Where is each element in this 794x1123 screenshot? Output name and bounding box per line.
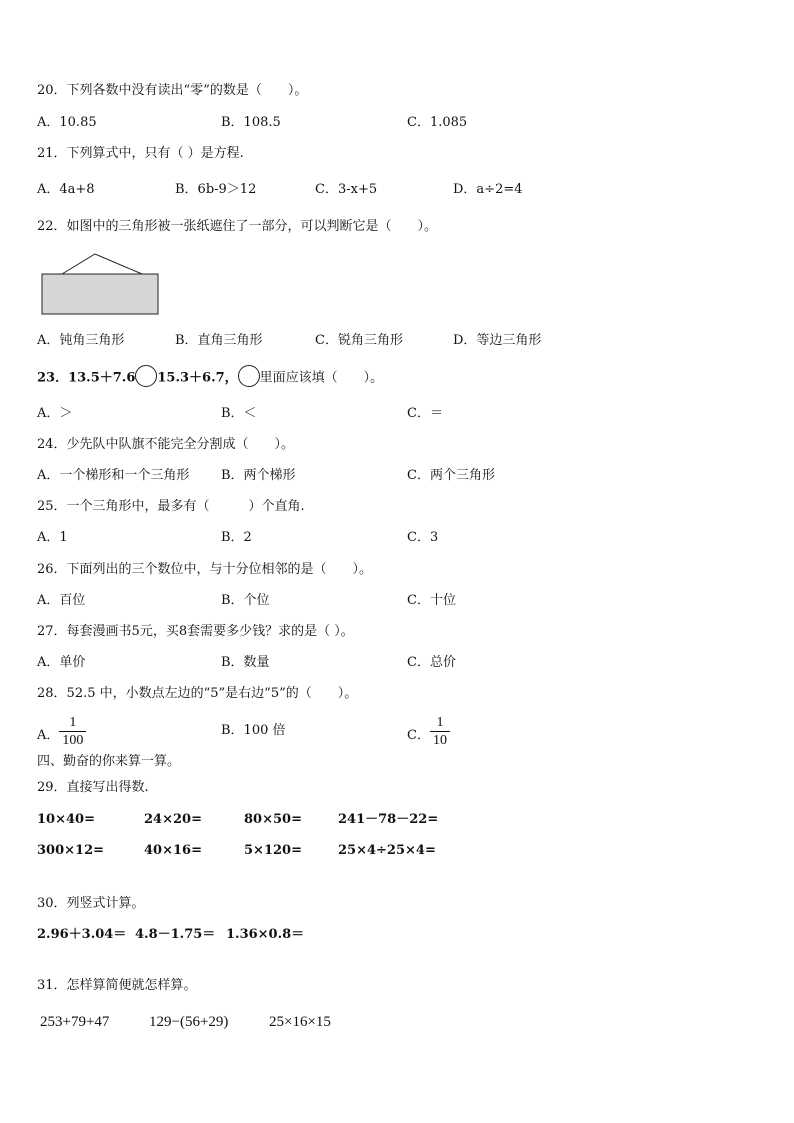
q29-stem: 29．直接写出得数. (37, 780, 149, 795)
q23-option-a: A．＞ (37, 406, 73, 421)
q21-option-b: B．6b-9＞12 (175, 182, 257, 197)
q24-option-b: B．两个梯形 (221, 468, 296, 483)
q30-item: 1.36×0.8＝ (226, 927, 305, 942)
fraction-numerator: 1 (436, 715, 444, 730)
q28-stem: 28．52.5 中，小数点左边的“5”是右边“5”的（ ）。 (37, 686, 358, 701)
q25-option-c: C．3 (407, 530, 439, 545)
covering-paper (42, 274, 158, 314)
q30-stem: 30．列竖式计算。 (37, 896, 145, 911)
q21-stem: 21．下列算式中，只有（ ）是方程. (37, 146, 244, 161)
q29-item: 10×40= (37, 812, 95, 827)
q28-option-c (407, 715, 450, 749)
q22-option-c: C．锐角三角形 (315, 333, 403, 348)
q29-item: 40×16= (144, 843, 202, 858)
q20-option-a: A．10.85 (37, 115, 97, 130)
q23-expression-right: 15.3＋6.7， (157, 370, 238, 386)
q28-option-c-label: C． (407, 728, 430, 743)
q22-option-a: A．钝角三角形 (37, 333, 125, 348)
q31-item: 253+79+47 (40, 1014, 110, 1030)
triangle-visible-top (62, 254, 142, 274)
q24-option-c: C．两个三角形 (407, 468, 495, 483)
q21-option-c: C．3-x+5 (315, 182, 378, 197)
q28-option-b: B．100 倍 (221, 723, 286, 738)
q23-expression-left: 23．13.5＋7.6 (37, 370, 136, 386)
q25-option-b: B．2 (221, 530, 252, 545)
q22-option-d: D．等边三角形 (453, 333, 542, 348)
q20-stem: 20．下列各数中没有读出“零”的数是（ ）。 (37, 83, 308, 98)
q22-option-b: B．直角三角形 (175, 333, 263, 348)
q28-option-a-label: A． (37, 728, 60, 743)
comparison-circle[interactable] (135, 365, 157, 387)
q27-option-c: C．总价 (407, 655, 456, 670)
q29-item: 300×12= (37, 843, 105, 858)
q23-stem (37, 369, 383, 387)
q26-option-c: C．十位 (407, 593, 456, 608)
q27-option-a: A．单价 (37, 655, 86, 670)
q27-stem: 27．每套漫画书5元，买8套需要多少钱？求的是（ ）。 (37, 624, 354, 639)
fraction-denominator: 10 (430, 731, 450, 749)
fraction-numerator: 1 (69, 715, 77, 730)
q31-stem: 31．怎样算简便就怎样算。 (37, 978, 197, 993)
q24-stem: 24．少先队中队旗不能完全分割成（ ）。 (37, 437, 295, 452)
fraction-one-tenth (430, 714, 450, 749)
q25-option-a: A．1 (37, 530, 68, 545)
q26-option-a: A．百位 (37, 593, 86, 608)
covered-triangle-figure (40, 252, 162, 316)
q21-option-d: D．a÷2=4 (453, 182, 523, 197)
q28-option-a (37, 715, 86, 749)
q29-item: 25×4÷25×4= (338, 843, 436, 858)
q31-item: 25×16×15 (269, 1014, 331, 1030)
fraction-one-hundredth (59, 714, 86, 749)
q30-item: 4.8－1.75＝ (135, 927, 216, 942)
q26-option-b: B．个位 (221, 593, 270, 608)
q29-item: 5×120= (244, 843, 302, 858)
section-four-title: 四、勤奋的你来算一算。 (37, 754, 181, 769)
q20-option-c: C．1.085 (407, 115, 468, 130)
q24-option-a: A．一个梯形和一个三角形 (37, 468, 190, 483)
q20-option-b: B．108.5 (221, 115, 281, 130)
q27-option-b: B．数量 (221, 655, 270, 670)
q31-item: 129−(56+29) (149, 1014, 229, 1030)
q29-item: 80×50= (244, 812, 302, 827)
q25-stem: 25．一个三角形中，最多有（ ）个直角. (37, 499, 305, 514)
q29-item: 241－78－22= (338, 812, 439, 827)
q22-stem: 22．如图中的三角形被一张纸遮住了一部分，可以判断它是（ ）。 (37, 219, 438, 234)
q26-stem: 26．下面列出的三个数位中，与十分位相邻的是（ ）。 (37, 562, 373, 577)
q23-option-c: C．＝ (407, 406, 443, 421)
q21-option-a: A．4a+8 (37, 182, 95, 197)
comparison-circle-reference (238, 365, 260, 387)
fraction-denominator: 100 (59, 731, 86, 749)
q29-item: 24×20= (144, 812, 202, 827)
q30-item: 2.96＋3.04＝ (37, 927, 127, 942)
q23-option-b: B．＜ (221, 406, 257, 421)
q23-stem-tail: 里面应该填（ ）。 (259, 370, 384, 386)
